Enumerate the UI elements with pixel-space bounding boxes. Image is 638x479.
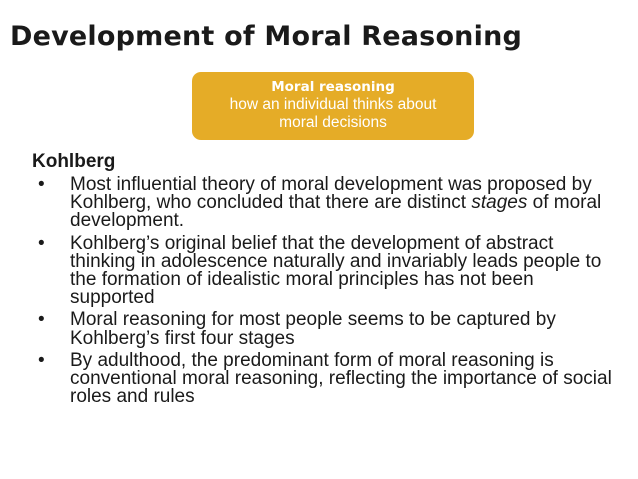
bullet-text	[70, 174, 601, 231]
bullet-item-2	[32, 232, 622, 309]
bullet-icon: •	[38, 174, 45, 195]
callout-line-1: how an individual thinks about	[229, 96, 437, 113]
bullet-text: Moral reasoning for most people seems to be captured by Kohlberg’s first four stages	[70, 309, 556, 349]
bullet-text: By adulthood, the predominant form of moral reasoning is conventional moral reasoning, reflecting the importance of social roles and rules	[70, 349, 612, 408]
bullet-icon: •	[38, 309, 45, 331]
bullet-item-3	[32, 311, 622, 347]
bullet-emphasis: stages	[471, 192, 528, 214]
slide-title: Development of Moral Reasoning	[10, 21, 523, 52]
bullet-text: Kohlberg’s original belief that the development of abstract thinking in adolescence naturally and invariably leads people to the formation of idealistic moral principles has not been supported	[70, 232, 602, 309]
section-heading: Kohlberg	[32, 151, 116, 172]
callout-line-2: moral decisions	[279, 114, 387, 131]
definition-callout	[192, 72, 474, 140]
bullet-item-4	[32, 349, 622, 408]
bullet-item-1	[32, 176, 622, 231]
bullet-text-part: Most influential theory of moral development was proposed by Kohlberg, who concluded that there are distinct	[70, 174, 592, 214]
bullet-icon: •	[38, 232, 45, 254]
callout-title: Moral reasoning	[271, 79, 395, 95]
bullet-list	[32, 176, 622, 406]
bullet-icon: •	[38, 349, 45, 371]
bullet-text-part: of moral development.	[70, 192, 602, 232]
slide-content	[32, 151, 622, 406]
